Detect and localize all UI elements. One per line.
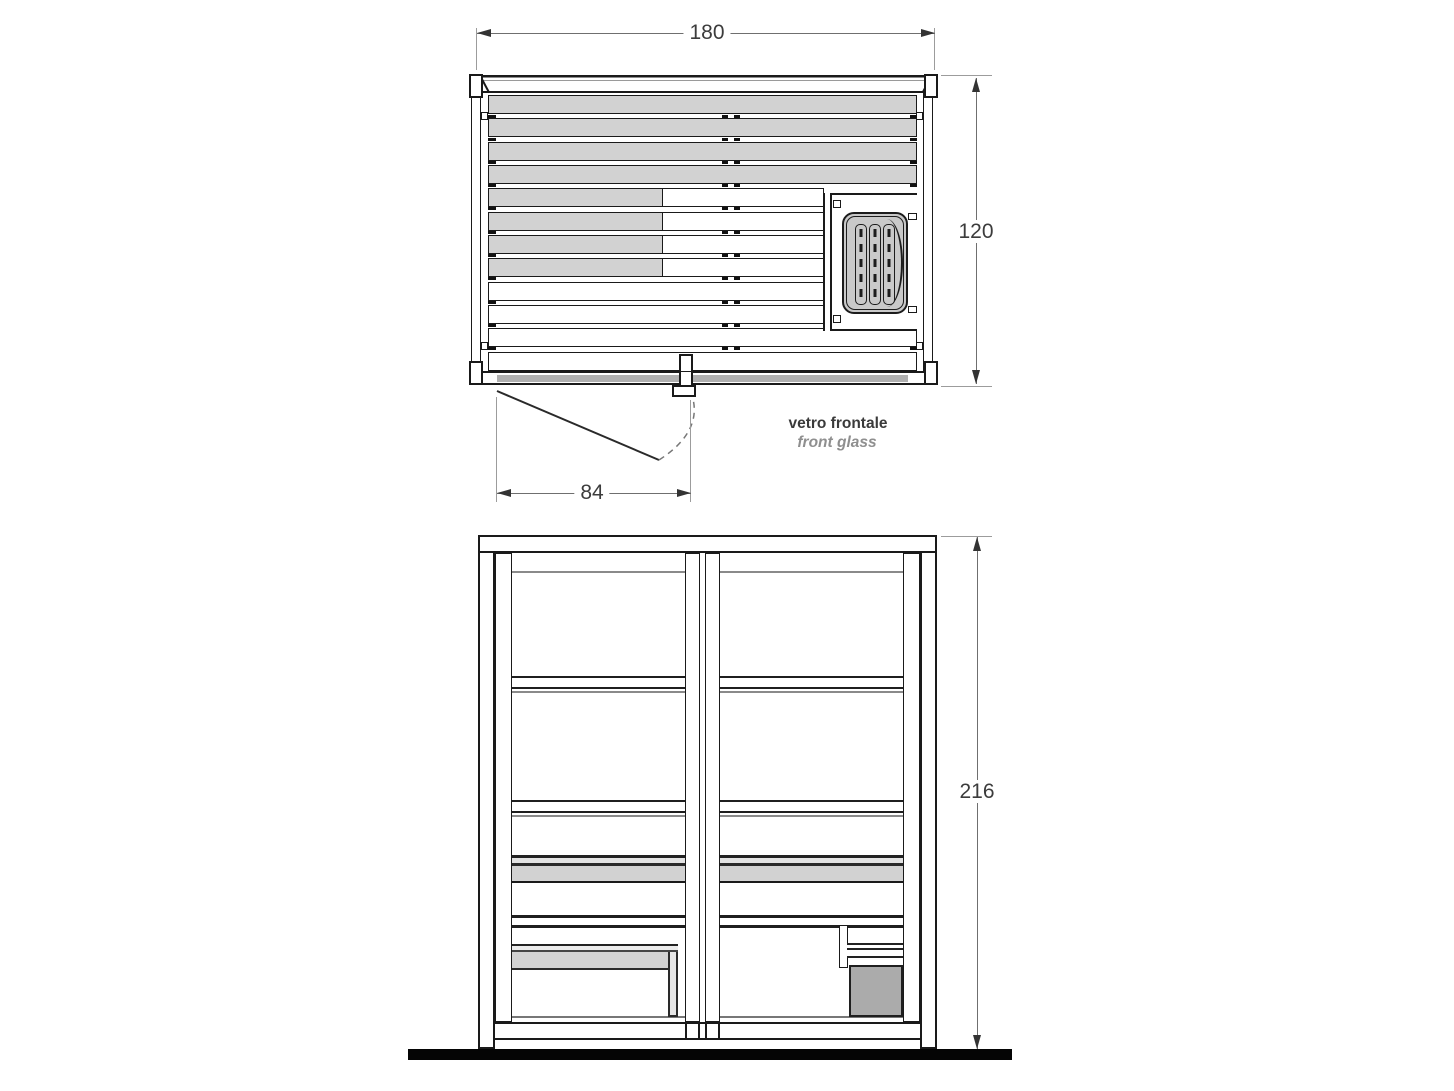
mullion-line — [705, 1022, 707, 1040]
plan-back-wall-beam — [481, 75, 933, 93]
door-stile-center — [685, 553, 700, 1022]
dim-height-extension — [941, 536, 992, 537]
door-frame-stile-left — [495, 553, 512, 1022]
floor-slat-row — [662, 258, 824, 277]
heater-front-box — [849, 965, 903, 1017]
plan-left-wall — [471, 80, 481, 380]
panel-frame-stile-right — [903, 553, 920, 1022]
dim-depth-value: 120 — [952, 220, 999, 243]
dim-arrow — [972, 370, 980, 384]
heater-element — [855, 224, 867, 305]
slat-gap-ticks — [488, 161, 917, 164]
niche-fixing-block — [833, 200, 841, 208]
glass-top-line — [512, 571, 685, 573]
slat-gap-ticks — [488, 207, 823, 210]
heater-element — [883, 224, 895, 305]
corner-post — [924, 74, 938, 98]
glass-rail — [720, 676, 903, 689]
dim-width-value: 180 — [683, 21, 730, 44]
glass-rail — [512, 915, 685, 928]
dim-height-value: 216 — [953, 780, 1000, 803]
heater-element-stones — [860, 229, 863, 301]
slat-gap-ticks — [488, 301, 823, 304]
floor-slat-row — [662, 235, 824, 254]
dim-door-extension — [690, 400, 691, 502]
bench-slat-row — [488, 258, 664, 277]
heater-guard-rail — [847, 943, 903, 958]
plan-wall-notch — [481, 342, 488, 350]
heater-element-stones — [888, 229, 891, 301]
slat-gap-ticks — [488, 184, 917, 187]
floor-slat-row — [488, 305, 824, 324]
label-front-glass: front glass — [797, 434, 877, 451]
floor-slat-row — [662, 188, 824, 207]
floor-slat-row — [488, 352, 917, 371]
plan-right-wall — [923, 80, 933, 380]
corner-post — [469, 74, 483, 98]
dim-arrow — [973, 537, 981, 551]
slat-gap-ticks — [488, 347, 917, 350]
front-left-post — [478, 535, 495, 1049]
mullion-line — [685, 1022, 687, 1040]
bench-seen-through-glass — [512, 855, 685, 883]
heater-niche-wall — [823, 193, 832, 331]
lower-bench-leg — [668, 952, 678, 1017]
bench-slat-row — [488, 188, 664, 207]
heater-element-stones — [874, 229, 877, 301]
slat-gap-ticks — [488, 231, 823, 234]
dim-arrow — [677, 489, 691, 497]
glass-rail — [720, 915, 903, 928]
front-top-beam — [478, 535, 937, 553]
corner-post — [924, 361, 938, 385]
floor-slat-row — [488, 282, 824, 301]
floor-slat-row — [662, 212, 824, 231]
glass-top-line — [720, 571, 903, 573]
dim-arrow — [477, 29, 491, 37]
ground-line — [408, 1049, 1012, 1060]
dim-arrow — [921, 29, 935, 37]
glass-rail — [720, 800, 903, 813]
dim-arrow — [497, 489, 511, 497]
dim-arrow — [972, 78, 980, 92]
bench-slat-row — [488, 118, 917, 137]
heater-element — [869, 224, 881, 305]
slat-gap-ticks — [488, 277, 823, 280]
glass-bottom-line — [512, 1016, 685, 1018]
bench-slat-row — [488, 212, 664, 231]
dim-door-extension — [496, 397, 497, 502]
bench-slat-row — [488, 95, 917, 114]
dim-arrow — [973, 1035, 981, 1049]
plan-wall-notch — [481, 112, 488, 120]
door-handle-inner — [679, 354, 693, 373]
bench-slat-row — [488, 235, 664, 254]
dim-depth-extension — [941, 386, 992, 387]
rail-shadow-line — [720, 691, 903, 693]
plan-wall-notch — [916, 342, 923, 350]
dim-door-value: 84 — [574, 481, 609, 504]
fixed-panel-stile-center — [705, 553, 720, 1022]
niche-fixing-block — [833, 315, 841, 323]
mullion-line — [718, 1022, 720, 1040]
lower-bench-front — [512, 952, 668, 970]
bench-slat-row — [488, 142, 917, 161]
rail-shadow-line — [720, 815, 903, 817]
slat-gap-ticks — [488, 324, 823, 327]
label-vetro-frontale: vetro frontale — [788, 415, 888, 432]
glass-rail — [512, 800, 685, 813]
heater-bracket — [908, 213, 917, 220]
front-bottom-rail — [495, 1022, 920, 1040]
slat-gap-ticks — [488, 115, 917, 118]
mullion-line — [698, 1022, 700, 1040]
bench-slat-row — [488, 165, 917, 184]
rail-shadow-line — [512, 815, 685, 817]
front-right-post — [920, 535, 937, 1049]
plan-wall-notch — [916, 112, 923, 120]
lower-bench-top — [512, 944, 678, 952]
bench-seen-through-glass — [720, 855, 903, 883]
rail-shadow-line — [512, 691, 685, 693]
slat-gap-ticks — [488, 254, 823, 257]
slat-gap-ticks — [488, 138, 917, 141]
heater-bracket — [908, 306, 917, 313]
glass-rail — [512, 676, 685, 689]
dim-depth-extension — [941, 75, 992, 76]
